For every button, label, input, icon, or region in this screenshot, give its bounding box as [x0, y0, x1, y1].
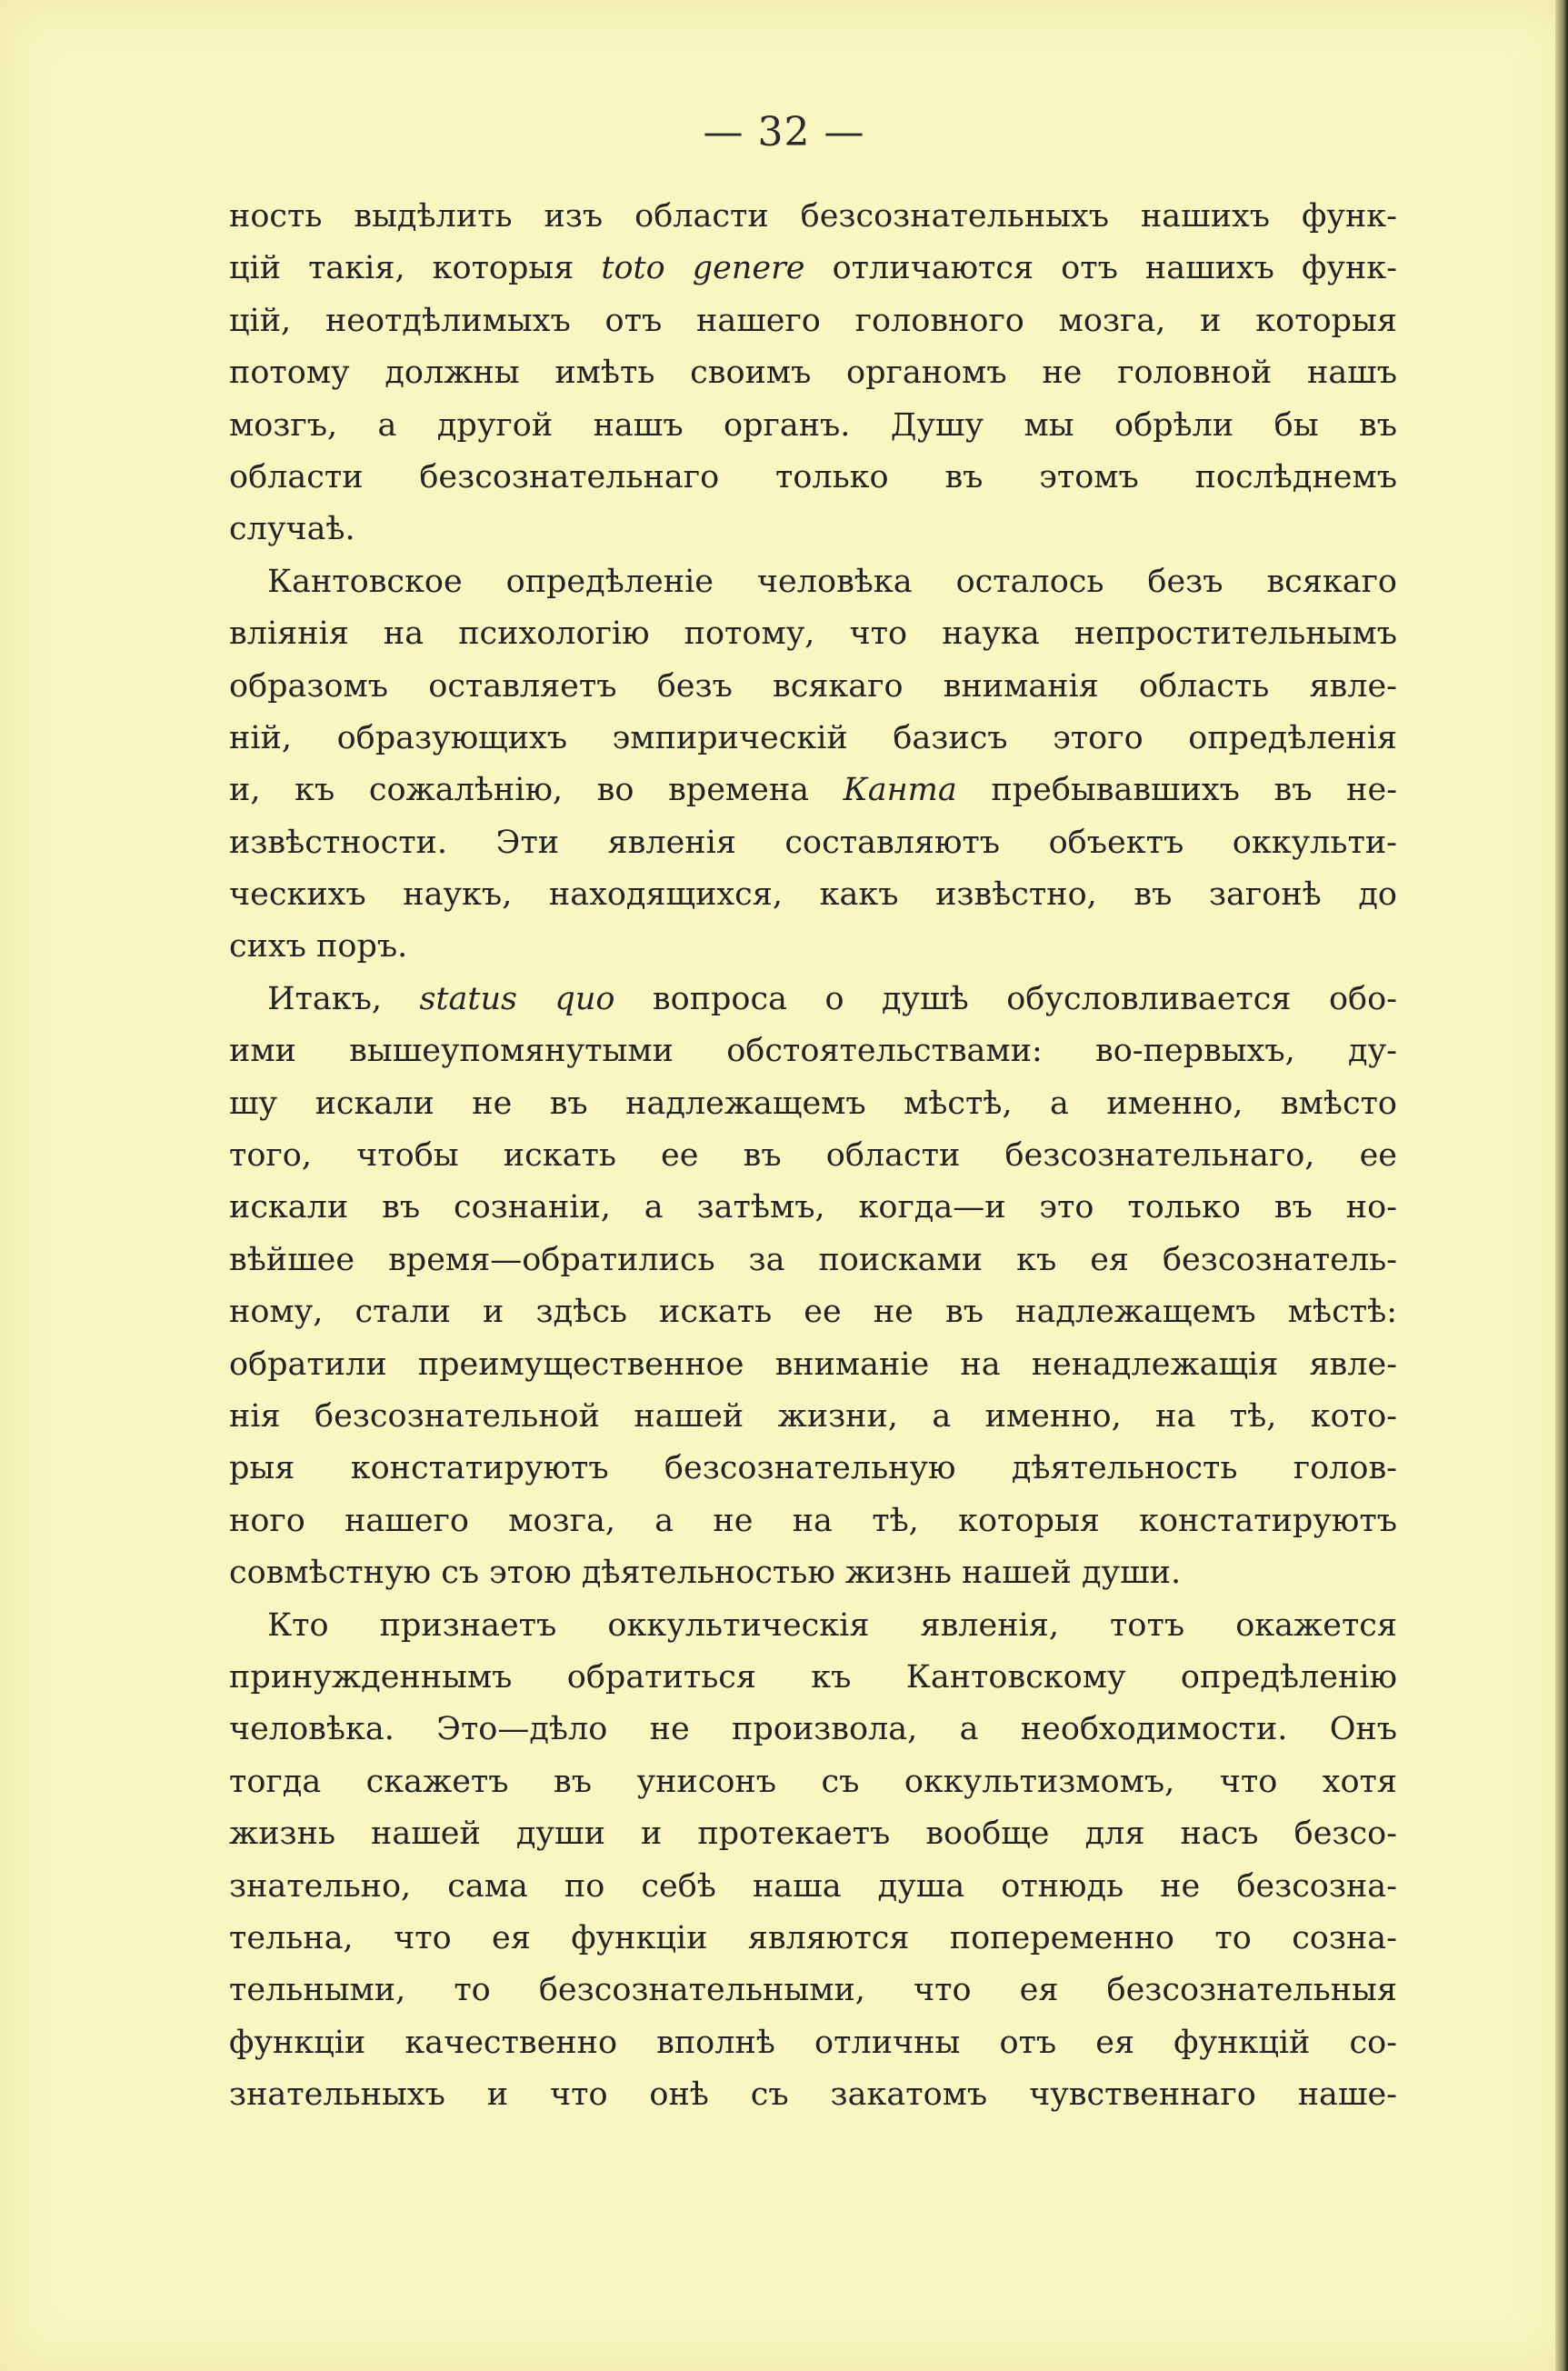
text-span: Кантовское опредѣленіе человѣка осталось безъ всякаго: [267, 563, 1397, 600]
text-span: жизнь нашей души и протекаетъ вообще для насъ безсо-: [229, 1816, 1397, 1853]
text-span: искали въ сознаніи, а затѣмъ, когда—и это только въ но-: [229, 1189, 1397, 1226]
text-line: [229, 713, 1397, 765]
text-span: Кто признаетъ оккультическія явленія, тотъ окажется: [267, 1606, 1397, 1644]
text-line: [229, 661, 1397, 713]
text-line: [229, 1130, 1397, 1182]
text-line: [229, 2069, 1397, 2121]
text-line: [229, 556, 1397, 608]
text-span: цій, неотдѣлимыхъ отъ нашего головного мозга, и которыя: [229, 302, 1397, 339]
text-line: [229, 2017, 1397, 2069]
text-span: знательно, сама по себѣ наша душа отнюдь не безсозна-: [229, 1867, 1397, 1905]
text-span: функціи качественно вполнѣ отличны отъ ея функцій со-: [229, 2024, 1397, 2061]
text-line: [229, 974, 1397, 1025]
text-line: [229, 1025, 1397, 1077]
text-span: образомъ оставляетъ безъ всякаго вниманія область явле-: [229, 667, 1397, 705]
text-span: вѣйшее время—обратились за поисками къ ея безсознатель-: [229, 1241, 1397, 1278]
text-line: [229, 1652, 1397, 1704]
text-span: обратили преимущественное вниманіе на ненадлежащія явле-: [229, 1346, 1397, 1383]
text-span: сихъ поръ.: [229, 928, 408, 965]
text-span: принужденнымъ обратиться къ Кантовскому опредѣленію: [229, 1658, 1397, 1696]
page-edge-shadow: [1555, 0, 1568, 2371]
text-span: ного нашего мозга, а не на тѣ, которыя констатируютъ: [229, 1502, 1397, 1539]
text-span: ческихъ наукъ, находящихся, какъ извѣстно, въ загонѣ до: [229, 876, 1397, 914]
text-span: случаѣ.: [229, 511, 355, 548]
text-span: нія безсознательной нашей жизни, а именно, на тѣ, кото-: [229, 1397, 1397, 1435]
text-line: [229, 1965, 1397, 2016]
text-line: [229, 869, 1397, 921]
text-span: мозгъ, а другой нашъ органъ. Душу мы обрѣли бы въ: [229, 406, 1397, 444]
text-span: ими вышеупомянутыми обстоятельствами: во-первыхъ, ду-: [229, 1033, 1397, 1070]
text-span: области безсознательнаго только въ этомъ послѣднемъ: [229, 458, 1397, 495]
text-line: [229, 1339, 1397, 1391]
italic-text: status quo: [419, 980, 615, 1017]
text-span: тельна, что ея функціи являются попеременно то созна-: [229, 1919, 1397, 1956]
text-line: [229, 295, 1397, 347]
text-line: [229, 191, 1397, 243]
text-span: ность выдѣлить изъ области безсознательныхъ нашихъ функ-: [229, 198, 1397, 235]
text-line: [229, 243, 1397, 295]
text-line: [229, 1600, 1397, 1652]
text-line: [229, 765, 1397, 816]
page-number: — 32 —: [703, 109, 865, 155]
text-span: тогда скажетъ въ унисонъ съ оккультизмомъ, что хотя: [229, 1763, 1397, 1800]
text-span: отличаются отъ нашихъ функ-: [804, 250, 1398, 287]
body-text: [229, 191, 1397, 2121]
text-line: [229, 1547, 1397, 1599]
text-span: извѣстности. Эти явленія составляютъ объектъ оккульти-: [229, 824, 1397, 861]
text-line: [229, 1704, 1397, 1756]
text-line: [229, 1286, 1397, 1338]
text-line: [229, 817, 1397, 869]
text-line: [229, 1078, 1397, 1130]
text-span: и, къ сожалѣнію, во времена: [229, 772, 844, 809]
text-line: [229, 1913, 1397, 1965]
text-line: [229, 452, 1397, 504]
text-span: вліянія на психологію потому, что наука непростительнымъ: [229, 615, 1397, 653]
text-line: [229, 1861, 1397, 1913]
italic-text: Канта: [843, 772, 957, 809]
text-line: [229, 1391, 1397, 1443]
text-line: [229, 1756, 1397, 1808]
text-line: [229, 504, 1397, 555]
text-span: тельными, то безсознательными, что ея безсознательныя: [229, 1972, 1397, 2009]
text-line: [229, 347, 1397, 399]
text-span: того, чтобы искать ее въ области безсознательнаго, ее: [229, 1137, 1397, 1175]
text-span: ній, образующихъ эмпирическій базисъ этого опредѣленія: [229, 719, 1397, 756]
text-line: [229, 608, 1397, 660]
text-span: цій такія, которыя: [229, 250, 602, 287]
text-span: вопроса о душѣ обусловливается обо-: [614, 980, 1397, 1017]
text-span: потому должны имѣть своимъ органомъ не головной нашъ: [229, 355, 1397, 392]
text-line: [229, 400, 1397, 452]
text-span: пребывавшихъ въ не-: [956, 772, 1397, 809]
text-span: Итакъ,: [267, 980, 420, 1017]
text-line: [229, 1496, 1397, 1547]
text-span: знательныхъ и что онѣ съ закатомъ чувственнаго наше-: [229, 2076, 1397, 2114]
text-span: совмѣстную съ этою дѣятельностью жизнь нашей души.: [229, 1555, 1182, 1592]
text-span: ному, стали и здѣсь искать ее не въ надлежащемъ мѣстѣ:: [229, 1294, 1397, 1331]
italic-text: toto genere: [601, 250, 805, 287]
text-span: человѣка. Это—дѣло не произвола, а необходимости. Онъ: [229, 1711, 1397, 1748]
text-line: [229, 1443, 1397, 1495]
text-span: шу искали не въ надлежащемъ мѣстѣ, а именно, вмѣсто: [229, 1085, 1397, 1122]
text-line: [229, 1182, 1397, 1234]
text-line: [229, 921, 1397, 973]
text-line: [229, 1808, 1397, 1860]
text-span: рыя констатируютъ безсознательную дѣятельность голов-: [229, 1450, 1397, 1487]
text-line: [229, 1235, 1397, 1286]
